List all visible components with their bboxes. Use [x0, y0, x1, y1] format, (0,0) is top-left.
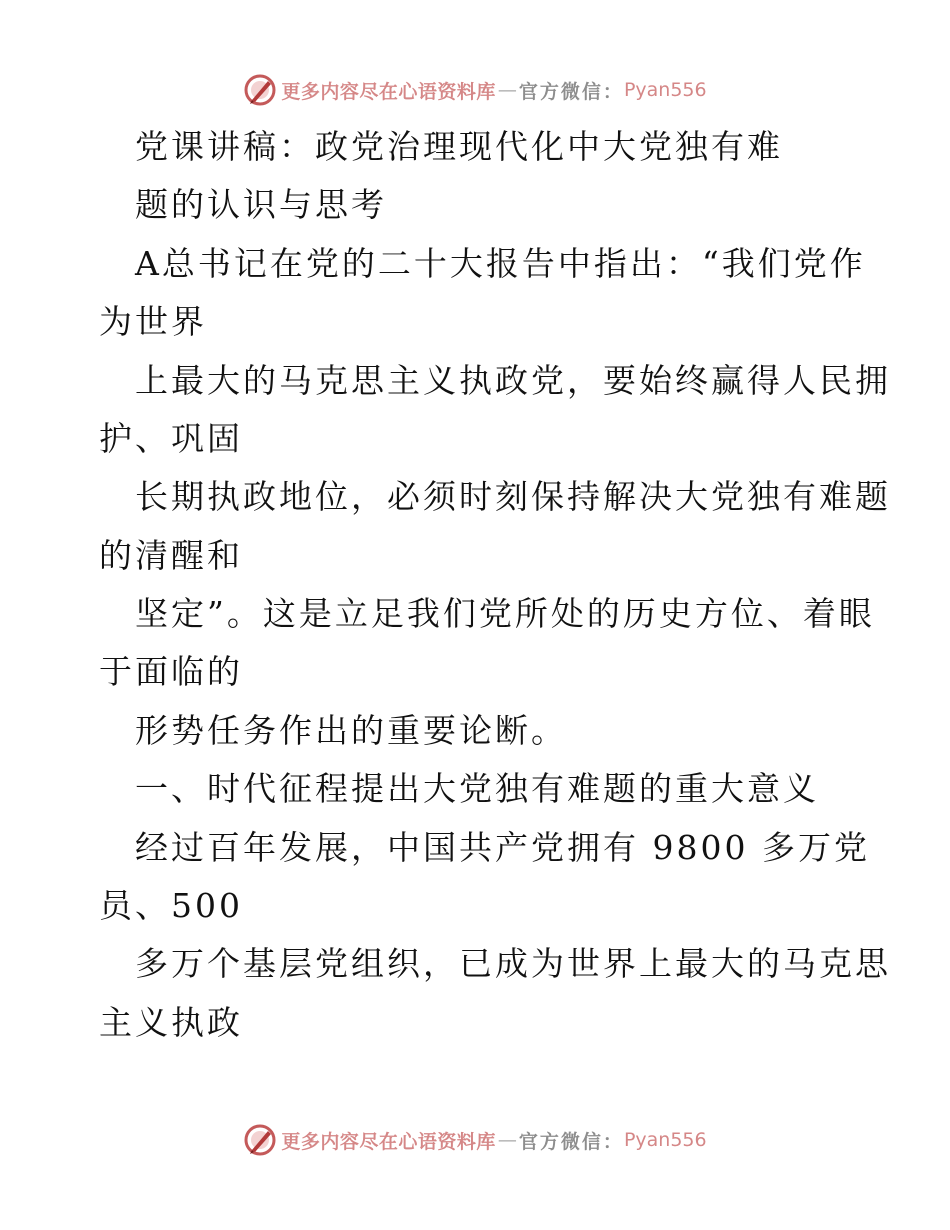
watermark-wechat-label: 官方微信：: [518, 80, 624, 103]
section-heading: 一、时代征程提出大党独有难题的重大意义: [135, 769, 819, 808]
paragraph-line: 上最大的马克思主义执政党，要始终赢得人民拥: [135, 361, 891, 400]
header-watermark: [0, 72, 950, 108]
watermark-dash: —: [497, 79, 517, 101]
watermark-dash: —: [497, 1129, 517, 1151]
quill-pen-logo-icon: [243, 1123, 277, 1157]
footer-watermark: [0, 1122, 950, 1158]
paragraph-line: 坚定”。这是立足我们党所处的历史方位、着眼: [135, 594, 875, 633]
paragraph-line: 的清醒和: [99, 536, 243, 575]
paragraph-line: 于面临的: [99, 652, 243, 691]
paragraph-line: 员、500: [99, 886, 243, 925]
document-title-line-1: 党课讲稿：政党治理现代化中大党独有难: [135, 127, 783, 166]
watermark-site-text: 更多内容尽在心语资料库: [281, 80, 496, 103]
paragraph-line: 长期执政地位，必须时刻保持解决大党独有难题: [135, 477, 891, 516]
paragraph-line: 经过百年发展，中国共产党拥有 9800 多万党: [135, 828, 870, 867]
paragraph-line: 主义执政: [99, 1003, 243, 1042]
watermark-wechat-label: 官方微信：: [518, 1130, 624, 1153]
watermark-wechat-id: Pyan556: [623, 1129, 707, 1151]
paragraph-line: 为世界: [99, 302, 207, 341]
watermark-wechat-id: Pyan556: [623, 79, 707, 101]
document-title-line-2: 题的认识与思考: [135, 185, 387, 224]
paragraph-line: A总书记在党的二十大报告中指出：“我们党作: [135, 244, 866, 283]
paragraph-line: 多万个基层党组织，已成为世界上最大的马克思: [135, 944, 891, 983]
watermark-site-text: 更多内容尽在心语资料库: [281, 1130, 496, 1153]
paragraph-line: 护、巩固: [99, 419, 243, 458]
paragraph-line: 形势任务作出的重要论断。: [135, 711, 567, 750]
quill-pen-logo-icon: [243, 73, 277, 107]
